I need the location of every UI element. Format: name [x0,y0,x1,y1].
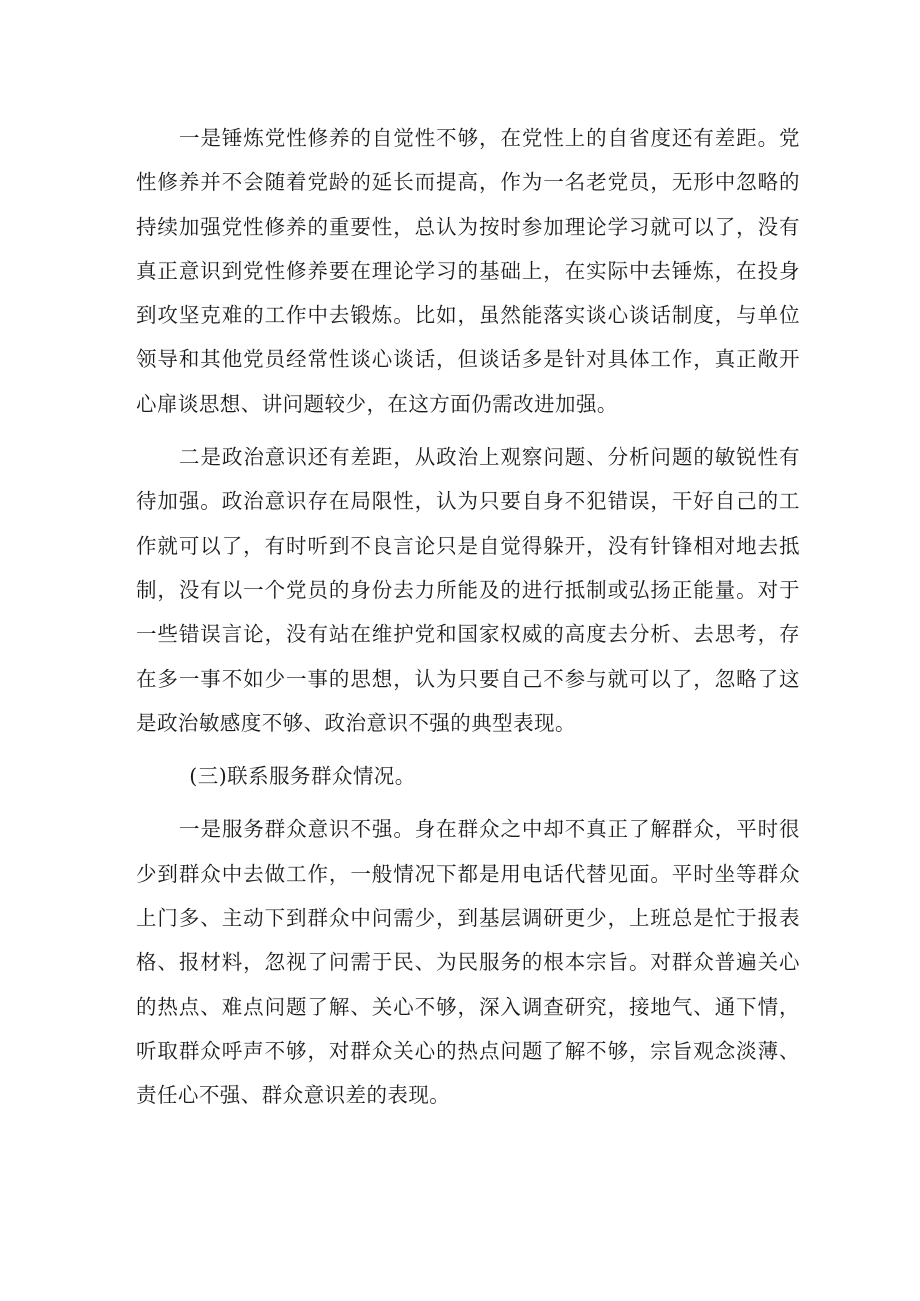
paragraph-party-spirit: 一是锤炼党性修养的自觉性不够，在党性上的自省度还有差距。党性修养并不会随着党龄的延长而提高，作为一名老党员，无形中忽略的持续加强党性修养的重要性，总认为按时参加理论学习就可以了，没有真正意识到党性修养要在理论学习的基础上，在实际中去锤炼，在投身到攻坚克难的工作中去锻炼。比如，虽然能落实谈心谈话制度，与单位领导和其他党员经常性谈心谈话，但谈话多是针对具体工作，真正敞开心扉谈思想、讲问题较少，在这方面仍需改进加强。 [136,126,800,416]
section-heading-serving-masses: (三)联系服务群众情况。 [189,764,416,789]
paragraph-political-awareness: 二是政治意识还有差距，从政治上观察问题、分析问题的敏锐性有待加强。政治意识存在局限性，认为只要自身不犯错误，干好自己的工作就可以了，有时听到不良言论只是自觉得躲开，没有针锋相对地去抵制，没有以一个党员的身份去力所能及的进行抵制或弘扬正能量。对于一些错误言论，没有站在维护党和国家权威的高度去分析、去思考，存在多一事不如少一事的思想，认为只要自己不参与就可以了，忽略了这是政治敏感度不够、政治意识不强的典型表现。 [136,445,800,735]
document-body [136,116,800,1118]
paragraph-service-awareness: 一是服务群众意识不强。身在群众之中却不真正了解群众，平时很少到群众中去做工作，一般情况下都是用电话代替见面。平时坐等群众上门多、主动下到群众中问需少，到基层调研更少，上班总是忙于报表格、报材料，忽视了问需于民、为民服务的根本宗旨。对群众普遍关心的热点、难点问题了解、关心不够，深入调查研究，接地气、通下情，听取群众呼声不够，对群众关心的热点问题了解不够，宗旨观念淡薄、责任心不强、群众意识差的表现。 [136,817,800,1108]
